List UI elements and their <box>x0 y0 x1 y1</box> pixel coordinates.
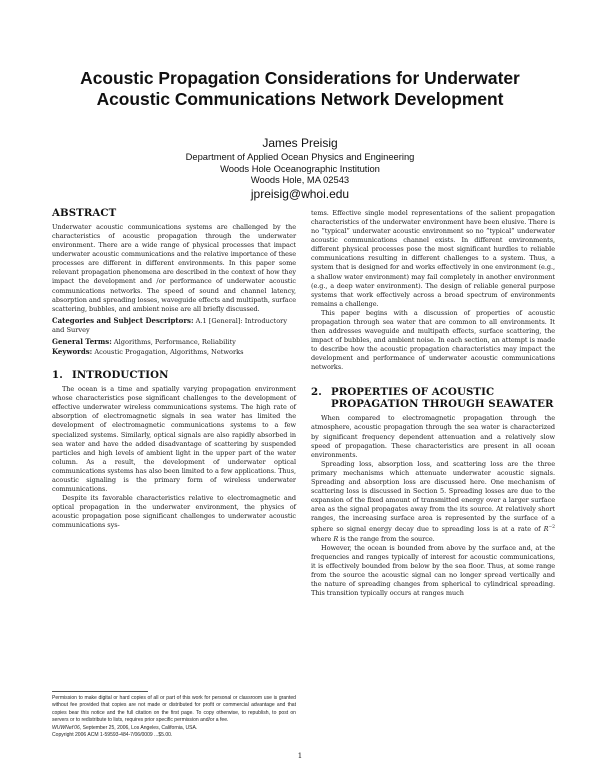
author-institution: Woods Hole Oceanographic Institution <box>220 162 380 174</box>
conference-name: WUWNet’06, <box>52 724 82 731</box>
footnote-rule <box>52 691 148 692</box>
categories-label: Categories and Subject Descriptors: <box>52 315 194 325</box>
section-2-paragraph-2-b: where <box>311 534 334 543</box>
abstract-text: Underwater acoustic communications systems are challenged by the characteristics of acoustic propagation through the underwater environment. There are a wide range of physical processes that impact underwater acoustic communications and the relative importance of these processes are different in different environments. In this paper some relevant propagation phenomena are described in the context of how they impact the development and /or performance of underwater acoustic communications networks. The speed of sound and channel latency, absorption and spreading losses, waveguide effects and multipath, surface scattering, bubbles, and ambient noise are all briefly discussed. <box>52 223 296 313</box>
permission-text: Permission to make digital or hard copies of all or part of this work for personal or classroom use is granted without fee provided that copies are not made or distributed for profit or commercial advantage and that copies bear this notice and the full citation on the first page. To copy otherwise, to republish, to post on servers or to redistribute to lists, requires prior specific permission and/or a fee. <box>52 695 296 724</box>
conference-line <box>52 725 296 732</box>
general-terms-value: Algorithms, Performance, Reliability <box>113 337 236 346</box>
introduction-title: INTRODUCTION <box>72 369 169 382</box>
keywords-value: Acoustic Progagation, Algorithms, Networks <box>94 348 244 357</box>
introduction-number: 1. <box>52 369 63 382</box>
keywords-label: Keywords: <box>52 347 93 357</box>
general-terms-line <box>52 337 296 347</box>
section-2-heading <box>311 386 555 410</box>
section-2-paragraph-3: However, the ocean is bounded from above by the surface and, at the frequencies and ranges typically of interest for acoustic communications, it is effectively bounded from below by the sea floor. Thus, at some range from the source the acoustic signal can no longer spread vertically and the nature of spreading changes from spherical to cylindrical spreading. This transition typically occurs at ranges much <box>311 543 555 598</box>
author-name: James Preisig <box>262 136 338 150</box>
page-number: 1 <box>297 752 303 760</box>
range-symbol-2: R <box>333 534 339 543</box>
title-line-2: Acoustic Communications Network Development <box>96 89 504 109</box>
intro-paragraph-2: Despite its favorable characteristics relative to electromagnetic and optical propagation in the underwater environment, the physics of acoustic propagation pose significant challenges to underwater acoustic communications sys- <box>52 494 296 530</box>
section-2-paragraph-2-a: Spreading loss, absorption loss, and scattering loss are the three primary mechanisms which attenuate underwater acoustic signals. Spreading and absorption loss are discussed here. One mechanism of scattering loss is discussed in Section 5. Spreading losses are due to the expansion of the fixed amount of transmitted energy over a larger surface area as the signal propagates away from the its source. At relatively short ranges, the increasing surface area is represented by the surface of a sphere so signal energy decay due to spreading loss is at a rate of <box>311 459 555 534</box>
keywords-line <box>52 347 296 357</box>
right-paragraph-1: tems. Effective single model representations of the salient propagation characteristics of the underwater environment have been elusive. There is no ”typical” underwater acoustic environment so no ”typical” underwater acoustic communications channel exists. In different environments, different physical processes pose the most significant hurdles to reliable communications resulting in different challenges to a system. Thus, a system that is designed for and works effectively in one environment (e.g., a shallow water environment) may fail completely in another environment (e.g., a deep water environment). The design of reliable general purpose systems that work effectively across a broad spectrum of environments remains a challenge. <box>311 209 555 308</box>
author-email: jpreisig@whoi.edu <box>250 186 350 201</box>
section-2-paragraph-2 <box>311 460 555 544</box>
categories-line <box>52 316 296 335</box>
range-symbol: R <box>543 525 549 534</box>
author-department: Department of Applied Ocean Physics and Engineering <box>185 151 415 162</box>
permission-notice <box>52 691 296 739</box>
paper-title <box>40 68 560 110</box>
section-2-title-line-1: PROPERTIES OF ACOUSTIC <box>331 386 495 399</box>
general-terms-label: General Terms: <box>52 336 112 346</box>
section-2-paragraph-1: When compared to electromagnetic propagation through the atmosphere, acoustic propagation through the sea water is characterized by significant frequency dependent attenuation and a relatively slow speed of propagation. These characteristics are present in all ocean environments. <box>311 414 555 459</box>
introduction-heading <box>52 369 296 381</box>
right-paragraph-2: This paper begins with a discussion of properties of acoustic propagation through sea water that are common to all environments. It then addresses waveguide and multipath effects, surface scattering, the impact of bubbles, and ambient noise. In each section, an attempt is made to describe how the acoustic propagation characteristics may impact the development and performance of underwater acoustic communications networks. <box>311 308 555 372</box>
section-2-title-line-2: PROPAGATION THROUGH SEAWATER <box>331 398 554 411</box>
copyright-line: Copyright 2006 ACM 1-59593-484-7/06/0009 ...$5.00. <box>52 732 173 739</box>
categories-value: A.1 [General]: Introductory and Survey <box>52 316 288 334</box>
section-2-title <box>331 386 554 410</box>
right-column <box>311 209 555 598</box>
author-block <box>100 136 500 202</box>
section-2-number: 2. <box>311 386 322 399</box>
conference-details: September 25, 2006, Los Angeles, California, USA. <box>81 724 198 731</box>
left-column <box>52 207 296 530</box>
author-city: Woods Hole, MA 02543 <box>250 174 350 185</box>
section-2-paragraph-2-c: is the range from the source. <box>338 534 435 543</box>
title-line-1: Acoustic Propagation Considerations for Underwater <box>80 68 520 88</box>
intro-paragraph-1: The ocean is a time and spatially varying propagation environment whose characteristics pose significant challenges to the development of effective underwater wireless communications systems. The high rate of absorption of electromagnetic signals in sea water has limited the development of electromagnetic communications systems to a few specialized systems. Similarly, optical signals are also rapidly absorbed in sea water and have the added disadvantage of scattering by suspended particles and high levels of ambient light in the upper part of the water column. As a result, the development of underwater optical communications systems has also been limited to a few applications. Thus, acoustic signaling is the primary form of wireless underwater communications. <box>52 385 296 494</box>
range-exponent: −2 <box>548 525 555 531</box>
abstract-heading: ABSTRACT <box>52 207 117 219</box>
